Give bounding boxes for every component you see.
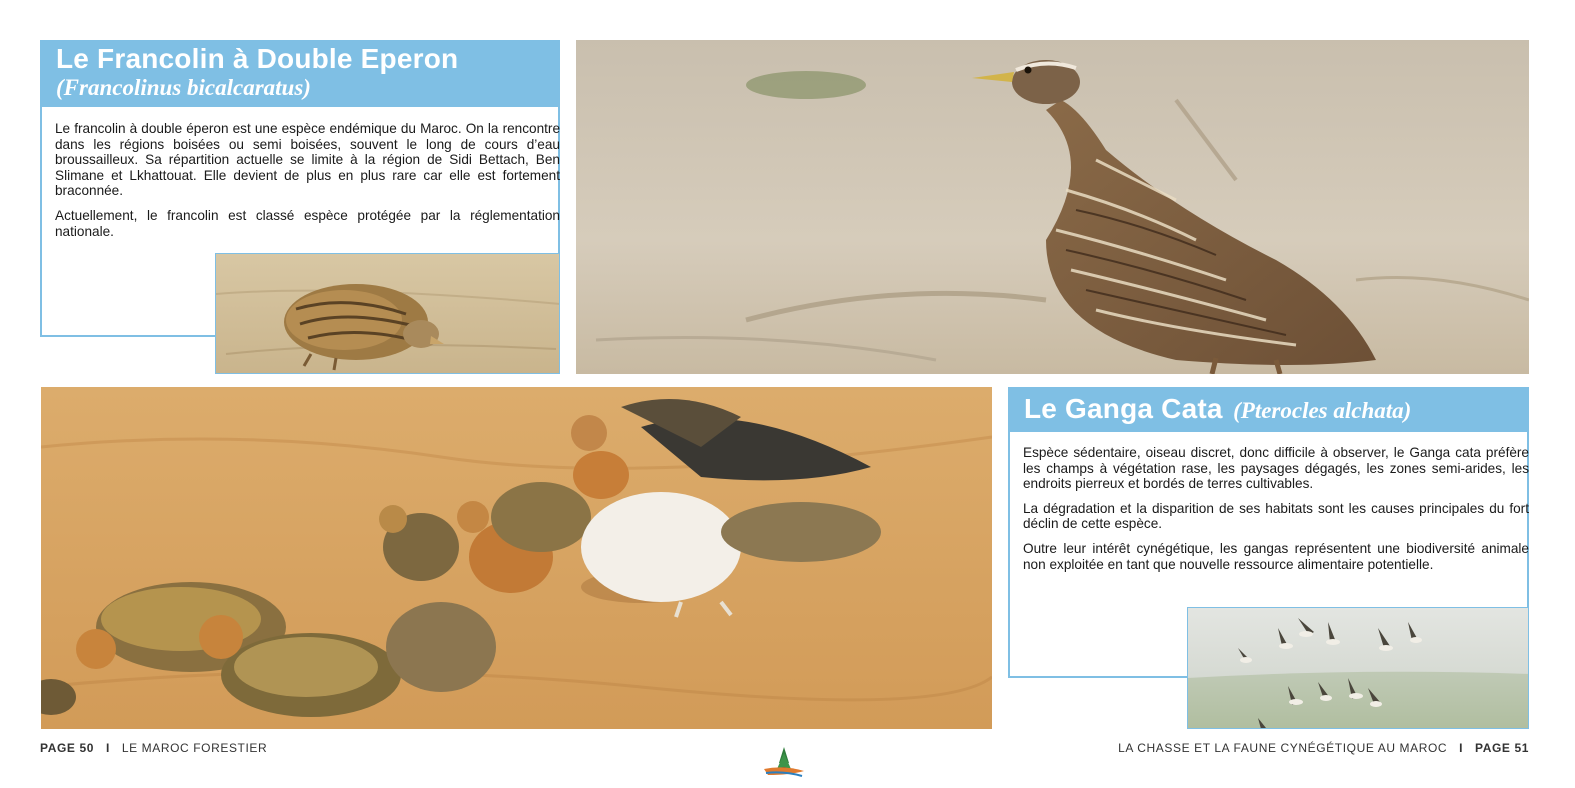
footer-right-separator: I [1459, 741, 1464, 755]
francolin-large-photo [576, 40, 1529, 374]
footer-left [40, 741, 267, 755]
francolin-paragraph-1: Le francolin à double éperon est une espèce endémique du Maroc. On la rencontre dans les régions boisées ou semi boisées, souvent le long de cours d’eau broussailleux. Sa répartition actuelle se limite à la région de Sidi Bettach, Ben Slimane et Lkhattouat. Elle devient de plus en plus rare car elle est fortement braconnée. [55, 121, 560, 199]
francolin-paragraph-2: Actuellement, le francolin est classé espèce protégée par la réglementation nationale. [55, 207, 560, 239]
francolin-text [55, 121, 560, 248]
footer-left-separator: I [105, 741, 110, 755]
ganga-paragraph-3: Outre leur intérêt cynégétique, les gangas représentent une biodiversité animale non exploitée en tant que nouvelle ressource alimentaire potentielle. [1023, 540, 1529, 572]
francolin-title-bar [40, 40, 560, 107]
ganga-text [1023, 445, 1529, 581]
ganga-latin-name: (Pterocles alchata) [1233, 398, 1412, 423]
ganga-paragraph-1: Espèce sédentaire, oiseau discret, donc difficile à observer, le Ganga cata préfère les champs à végétation rase, les paysages dégagés, les zones semi-arides, les endroits pierreux et bordés de terres cultivables. [1023, 445, 1529, 492]
footer-right-title: LA CHASSE ET LA FAUNE CYNÉGÉTIQUE AU MAROC [1118, 741, 1448, 755]
footer-right-page: PAGE 51 [1475, 741, 1529, 755]
ganga-paragraph-2: La dégradation et la disparition de ses habitats sont les causes principales du fort déclin de cette espèce. [1023, 500, 1529, 532]
ganga-title-bar [1008, 387, 1529, 432]
francolin-small-photo [215, 253, 560, 374]
logo-icon [760, 745, 808, 779]
footer-right [1118, 741, 1529, 755]
francolin-latin-name: (Francolinus bicalcaratus) [56, 75, 311, 100]
ganga-title: Le Ganga Cata [1024, 393, 1223, 424]
francolin-title: Le Francolin à Double Eperon [56, 43, 459, 74]
footer-left-title: LE MAROC FORESTIER [121, 741, 268, 755]
ganga-flight-photo [1187, 607, 1529, 729]
footer-left-page: PAGE 50 [40, 741, 94, 755]
ganga-ground-photo [41, 387, 992, 729]
